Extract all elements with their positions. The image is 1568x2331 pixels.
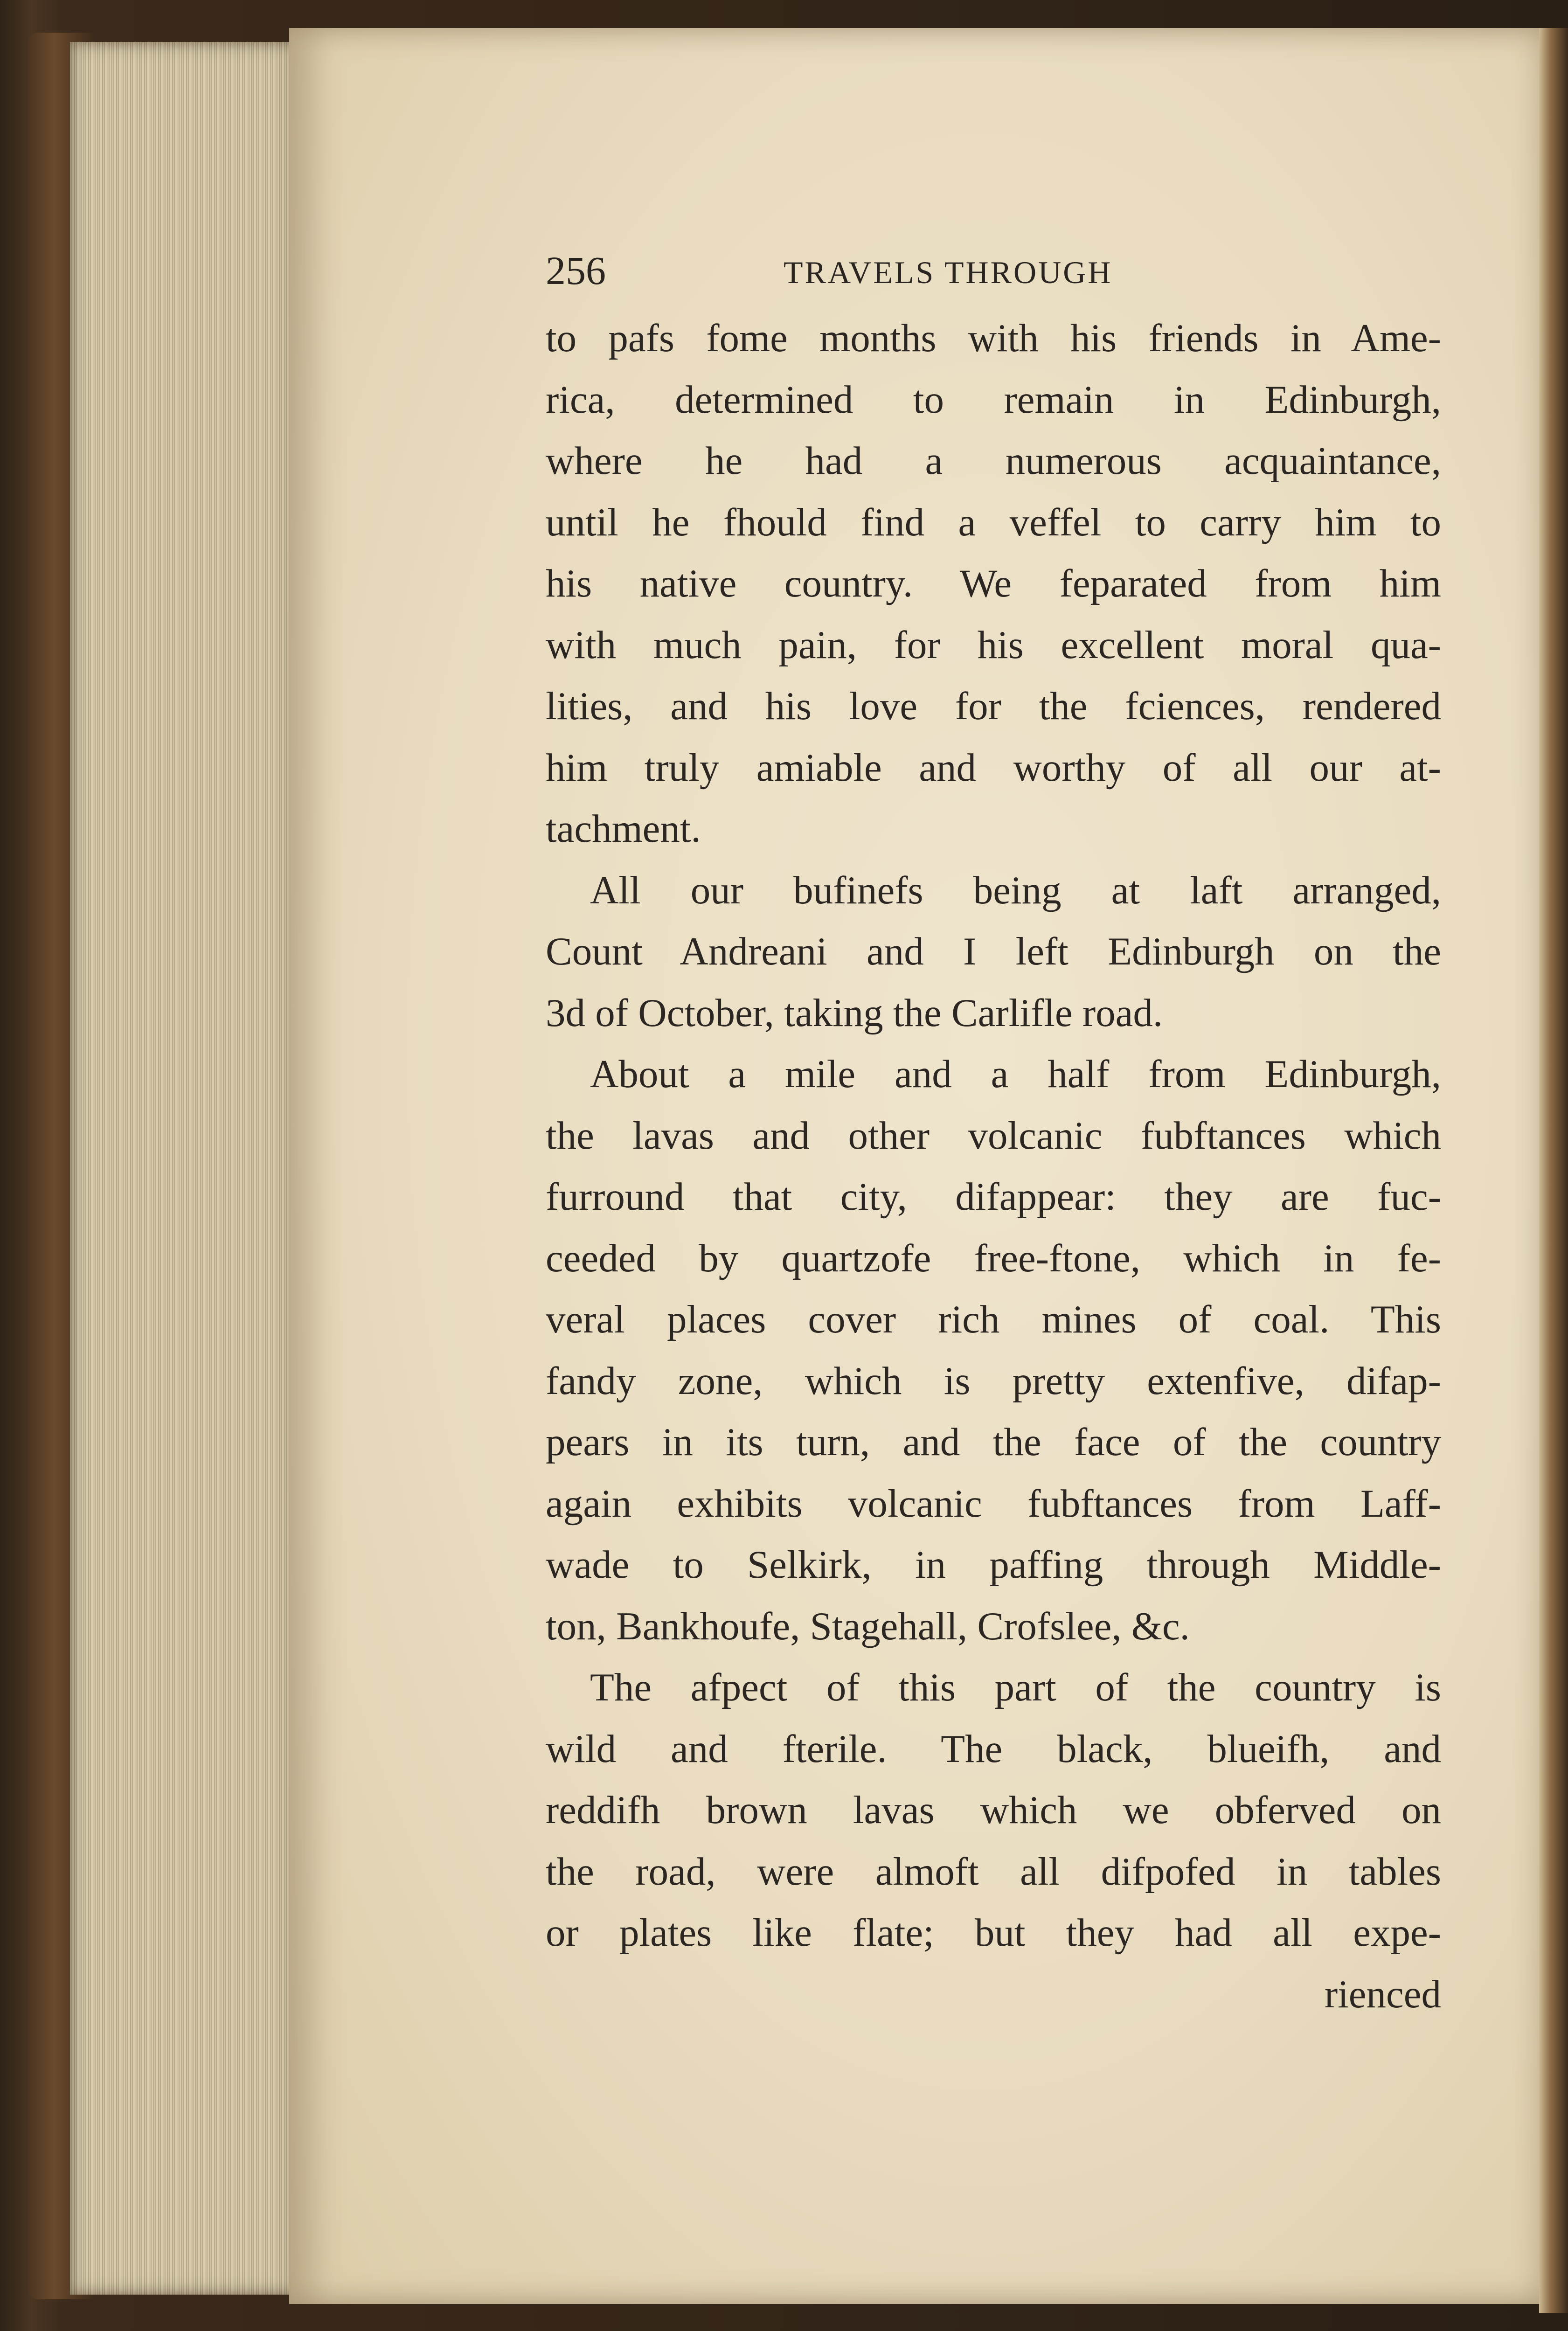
text-line: veral places cover rich mines of coal. This [546, 1297, 1441, 1341]
page-number: 256 [546, 248, 606, 293]
text-line: furround that city, difappear: they are fuc- [546, 1175, 1441, 1219]
text-line: again exhibits volcanic fubftances from Laff- [546, 1481, 1441, 1526]
text-line: lities, and his love for the fciences, rendered [546, 684, 1441, 728]
body-text [546, 308, 1441, 2025]
text-line: reddifh brown lavas which we obferved on [546, 1788, 1441, 1832]
text-line: the lavas and other volcanic fubftances which [546, 1113, 1441, 1158]
text-line: where he had a numerous acquaintance, [546, 439, 1441, 483]
text-line: tachment. [546, 807, 701, 851]
text-line: ton, Bankhoufe, Stagehall, Crofslee, &c. [546, 1604, 1190, 1648]
paragraph-start-line: About a mile and a half from Edinburgh, [590, 1052, 1441, 1096]
page-header [546, 243, 1432, 298]
text-line: with much pain, for his excellent moral qua- [546, 623, 1441, 667]
page-gutter-shadow [1539, 28, 1568, 2313]
text-line: pears in its turn, and the face of the country [546, 1420, 1441, 1464]
text-line: until he fhould find a veffel to carry him to [546, 500, 1441, 544]
text-line: rica, determined to remain in Edinburgh, [546, 377, 1441, 422]
running-title: TRAVELS THROUGH [784, 255, 1113, 290]
text-line: wild and fterile. The black, blueifh, and [546, 1727, 1441, 1771]
text-line: to pafs fome months with his friends in Ame- [546, 316, 1441, 360]
catchword: rienced [1324, 1972, 1441, 2016]
paragraph-start-line: The afpect of this part of the country is [590, 1665, 1441, 1709]
text-line: 3d of October, taking the Carlifle road. [546, 991, 1163, 1035]
text-line: fandy zone, which is pretty extenfive, difap- [546, 1359, 1441, 1403]
paragraph-start-line: All our bufinefs being at laft arranged, [590, 868, 1441, 912]
text-line: him truly amiable and worthy of all our at- [546, 745, 1441, 790]
text-line: wade to Selkirk, in paffing through Middle- [546, 1543, 1441, 1587]
text-line: his native country. We feparated from him [546, 562, 1441, 605]
text-line: the road, were almoft all difpofed in tables [546, 1849, 1441, 1894]
text-line: or plates like flate; but they had all expe- [546, 1911, 1441, 1955]
text-line: Count Andreani and I left Edinburgh on the [546, 930, 1441, 973]
page-stack-edges [70, 42, 303, 2295]
text-line: ceeded by quartzofe free-ftone, which in fe- [546, 1236, 1441, 1280]
